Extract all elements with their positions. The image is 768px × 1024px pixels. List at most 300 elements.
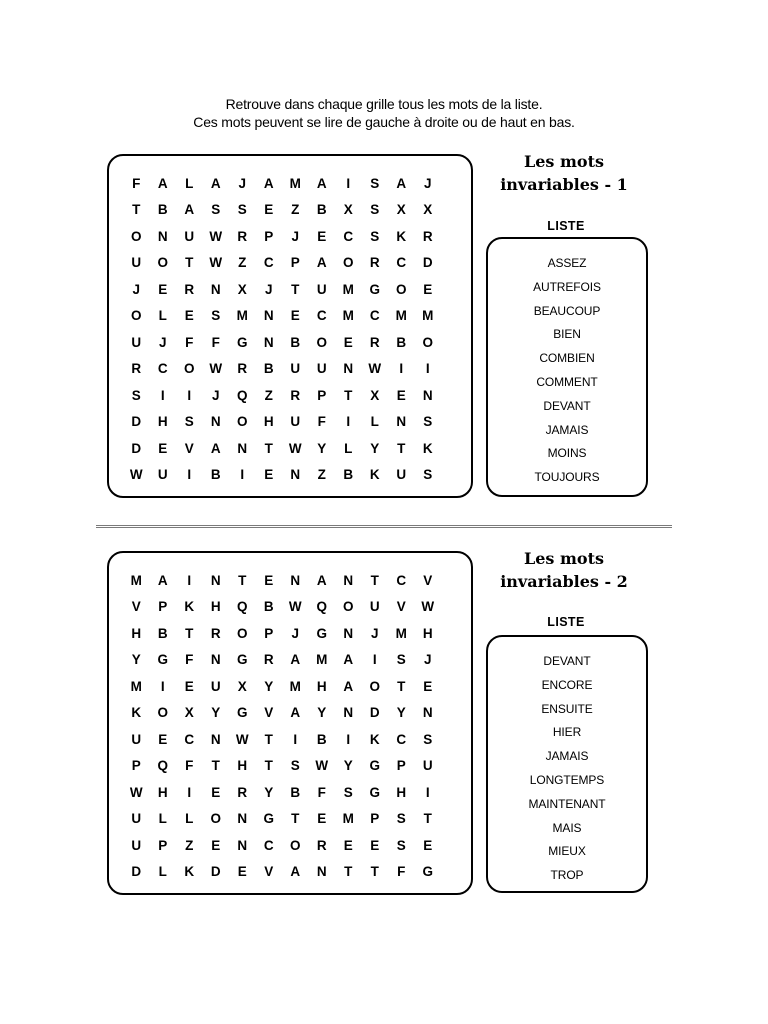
word-list-item: MOINS xyxy=(547,446,587,461)
word-list-item: ASSEZ xyxy=(547,256,587,270)
grid-letter: B xyxy=(290,334,301,350)
grid-letter: S xyxy=(396,652,406,668)
grid-letter: Q xyxy=(157,758,168,774)
grid-letter: N xyxy=(422,705,433,721)
grid-letter: A xyxy=(210,440,221,456)
grid-letter: L xyxy=(158,811,167,827)
word-list-item: MIEUX xyxy=(548,844,586,859)
grid-letter: E xyxy=(343,837,353,853)
grid-letter: P xyxy=(370,811,380,827)
grid-letter: N xyxy=(210,731,221,747)
word-search-grid-2-frame xyxy=(107,551,473,895)
word-list-item: LONGTEMPS xyxy=(529,772,605,787)
grid-letter: E xyxy=(343,334,353,350)
grid-letter: H xyxy=(396,784,407,800)
grid-letter: U xyxy=(290,414,301,430)
grid-letter: L xyxy=(185,175,194,191)
grid-letter: A xyxy=(210,175,221,191)
grid-letter: U xyxy=(157,467,168,483)
grid-letter: E xyxy=(423,837,433,853)
grid-letter: E xyxy=(158,731,168,747)
word-list-item: ENSUITE xyxy=(541,701,593,716)
grid-letter: W xyxy=(235,731,249,747)
grid-letter: S xyxy=(290,758,300,774)
grid-letter: S xyxy=(184,414,194,430)
grid-letter: N xyxy=(237,811,248,827)
grid-letter: H xyxy=(263,414,274,430)
grid-letter: G xyxy=(369,758,380,774)
grid-letter: I xyxy=(346,414,351,430)
grid-letter: I xyxy=(160,678,165,694)
grid-letter: W xyxy=(129,467,143,483)
grid-letter: J xyxy=(238,175,246,191)
grid-letter: E xyxy=(317,811,327,827)
grid-letter: K xyxy=(184,864,195,880)
grid-letter: M xyxy=(395,308,407,324)
grid-letter: U xyxy=(396,467,407,483)
grid-letter: X xyxy=(237,281,247,297)
grid-letter: N xyxy=(237,837,248,853)
grid-letter: M xyxy=(289,678,301,694)
grid-letter: U xyxy=(184,228,195,244)
grid-letter: O xyxy=(130,308,142,324)
grid-letter: G xyxy=(157,652,168,668)
grid-letter: V xyxy=(264,705,274,721)
grid-letter: B xyxy=(157,625,168,641)
section-separator xyxy=(96,525,672,528)
grid-letter: M xyxy=(130,678,142,694)
grid-letter: O xyxy=(210,811,221,827)
puzzle-1-word-list xyxy=(488,252,646,490)
grid-letter: S xyxy=(370,228,380,244)
grid-letter: O xyxy=(183,361,195,377)
grid-letter: R xyxy=(237,784,248,800)
grid-letter: R xyxy=(237,228,248,244)
grid-letter: P xyxy=(317,387,327,403)
grid-letter: K xyxy=(131,705,142,721)
grid-letter: R xyxy=(263,652,274,668)
grid-letter: N xyxy=(210,414,221,430)
grid-letter: T xyxy=(264,758,273,774)
grid-letter: L xyxy=(158,864,167,880)
grid-letter: S xyxy=(370,202,380,218)
grid-letter: O xyxy=(236,625,248,641)
grid-letter: S xyxy=(211,308,221,324)
word-list-item: JAMAIS xyxy=(545,422,589,437)
instructions-line-1: Retrouve dans chaque grille tous les mots de la liste. xyxy=(225,96,543,112)
grid-letter: C xyxy=(369,308,380,324)
grid-letter: P xyxy=(264,228,274,244)
grid-letter: J xyxy=(291,625,299,641)
grid-letter: D xyxy=(131,864,142,880)
word-list-item: BIEN xyxy=(553,327,581,342)
grid-letter: Z xyxy=(238,255,247,271)
word-search-grid-1 xyxy=(123,170,455,488)
word-list-item: TROP xyxy=(550,868,584,883)
word-list-item: COMMENT xyxy=(536,374,598,389)
grid-letter: S xyxy=(423,467,433,483)
grid-letter: Q xyxy=(236,599,248,615)
grid-letter: M xyxy=(289,175,301,191)
grid-letter: J xyxy=(132,281,140,297)
grid-letter: G xyxy=(316,625,327,641)
grid-letter: R xyxy=(131,361,142,377)
grid-letter: F xyxy=(317,784,326,800)
grid-letter: I xyxy=(187,467,192,483)
grid-letter: M xyxy=(342,281,354,297)
grid-letter: N xyxy=(263,334,274,350)
grid-letter: I xyxy=(160,387,165,403)
grid-letter: B xyxy=(263,361,274,377)
grid-letter: M xyxy=(130,572,142,588)
grid-letter: R xyxy=(290,387,301,403)
grid-letter: T xyxy=(423,811,432,827)
puzzle-2-title xyxy=(484,547,644,593)
word-list-item: DEVANT xyxy=(543,654,591,668)
grid-letter: I xyxy=(240,467,245,483)
grid-letter: V xyxy=(423,572,433,588)
grid-letter: D xyxy=(369,705,380,721)
grid-letter: U xyxy=(131,255,142,271)
puzzle-2-title-line-1: Les mots xyxy=(523,549,604,568)
grid-letter: C xyxy=(396,572,407,588)
grid-letter: X xyxy=(396,202,406,218)
grid-letter: M xyxy=(395,625,407,641)
grid-letter: H xyxy=(237,758,248,774)
grid-letter: W xyxy=(209,361,223,377)
grid-letter: I xyxy=(372,652,377,668)
grid-letter: B xyxy=(316,731,327,747)
grid-letter: C xyxy=(396,255,407,271)
word-list-item: COMBIEN xyxy=(539,351,595,366)
grid-letter: L xyxy=(158,308,167,324)
grid-letter: S xyxy=(131,387,141,403)
grid-letter: R xyxy=(369,334,380,350)
word-list-item: MAIS xyxy=(552,820,582,835)
grid-letter: O xyxy=(130,228,142,244)
grid-letter: N xyxy=(210,652,221,668)
grid-letter: S xyxy=(211,202,221,218)
grid-letter: O xyxy=(157,255,168,271)
grid-letter: S xyxy=(396,811,406,827)
grid-letter: I xyxy=(399,361,404,377)
grid-letter: R xyxy=(422,228,433,244)
grid-letter: D xyxy=(422,255,433,271)
grid-letter: N xyxy=(157,228,168,244)
word-list-item: BEAUCOUP xyxy=(533,303,601,318)
grid-letter: V xyxy=(396,599,406,615)
grid-letter: G xyxy=(369,281,380,297)
grid-letter: H xyxy=(422,625,433,641)
grid-letter: Y xyxy=(131,652,141,668)
grid-letter: M xyxy=(316,652,328,668)
grid-letter: S xyxy=(370,175,380,191)
grid-letter: J xyxy=(423,652,432,668)
grid-letter: C xyxy=(157,361,168,377)
grid-letter: Z xyxy=(185,837,194,853)
grid-letter: R xyxy=(184,281,195,297)
grid-letter: G xyxy=(422,864,433,880)
grid-letter: O xyxy=(289,837,301,853)
grid-letter: Y xyxy=(317,705,327,721)
grid-letter: A xyxy=(290,652,301,668)
grid-letter: V xyxy=(131,599,141,615)
grid-letter: F xyxy=(397,864,406,880)
grid-letter: G xyxy=(236,334,248,350)
grid-letter: X xyxy=(370,387,380,403)
grid-letter: U xyxy=(422,758,433,774)
grid-letter: E xyxy=(290,308,300,324)
grid-letter: O xyxy=(422,334,433,350)
grid-letter: M xyxy=(342,811,354,827)
grid-letter: E xyxy=(317,228,327,244)
grid-letter: T xyxy=(344,864,353,880)
grid-letter: C xyxy=(343,228,354,244)
grid-letter: T xyxy=(397,440,406,456)
grid-letter: I xyxy=(187,572,192,588)
grid-letter: J xyxy=(370,625,379,641)
puzzle-2-list-label: LISTE xyxy=(547,615,585,629)
grid-letter: X xyxy=(423,202,433,218)
grid-letter: N xyxy=(343,361,354,377)
grid-letter: Q xyxy=(316,599,327,615)
grid-letter: N xyxy=(396,414,407,430)
grid-letter: R xyxy=(237,361,248,377)
grid-letter: N xyxy=(343,705,354,721)
grid-letter: F xyxy=(185,758,194,774)
grid-letter: W xyxy=(209,255,223,271)
grid-letter: B xyxy=(263,599,274,615)
grid-letter: L xyxy=(185,811,194,827)
grid-letter: F xyxy=(185,652,194,668)
grid-letter: B xyxy=(396,334,407,350)
grid-letter: D xyxy=(210,864,221,880)
grid-letter: A xyxy=(290,864,301,880)
grid-letter: P xyxy=(264,625,274,641)
grid-letter: H xyxy=(210,599,221,615)
word-list-item: AUTREFOIS xyxy=(533,279,601,294)
word-list-item: MAINTENANT xyxy=(528,796,606,811)
grid-letter: T xyxy=(344,387,353,403)
grid-letter: A xyxy=(184,202,195,218)
grid-letter: T xyxy=(185,255,194,271)
grid-letter: H xyxy=(157,784,168,800)
grid-letter: I xyxy=(187,387,192,403)
grid-letter: Y xyxy=(264,678,274,694)
grid-letter: T xyxy=(264,731,273,747)
grid-letter: J xyxy=(158,334,167,350)
grid-letter: J xyxy=(291,228,299,244)
grid-letter: Y xyxy=(370,440,380,456)
puzzle-1-word-list-frame xyxy=(486,237,648,497)
grid-letter: N xyxy=(343,625,354,641)
grid-letter: R xyxy=(210,625,221,641)
grid-letter: N xyxy=(316,864,327,880)
grid-letter: N xyxy=(343,572,354,588)
grid-letter: Z xyxy=(264,387,273,403)
grid-letter: U xyxy=(131,811,142,827)
grid-letter: E xyxy=(264,467,274,483)
grid-letter: Y xyxy=(317,440,327,456)
puzzle-2-word-list xyxy=(488,650,646,888)
grid-letter: B xyxy=(316,202,327,218)
grid-letter: S xyxy=(237,202,247,218)
word-list-item: TOUJOURS xyxy=(534,470,600,485)
grid-letter: K xyxy=(369,467,380,483)
grid-letter: L xyxy=(344,440,353,456)
grid-letter: C xyxy=(396,731,407,747)
grid-letter: H xyxy=(131,625,142,641)
word-list-item: ENCORE xyxy=(541,677,593,692)
grid-letter: G xyxy=(263,811,274,827)
word-search-grid-2 xyxy=(123,567,455,885)
word-list-item: HIER xyxy=(552,725,582,740)
grid-letter: T xyxy=(370,864,379,880)
puzzle-1-title-line-2: invariables - 1 xyxy=(500,175,628,194)
grid-letter: G xyxy=(369,784,380,800)
puzzle-1-list-label: LISTE xyxy=(547,219,585,233)
grid-letter: X xyxy=(184,705,194,721)
word-search-grid-1-frame xyxy=(107,154,473,498)
grid-letter: W xyxy=(421,599,435,615)
grid-letter: A xyxy=(343,652,354,668)
grid-letter: Y xyxy=(396,705,406,721)
grid-letter: T xyxy=(370,572,379,588)
grid-letter: E xyxy=(237,864,247,880)
grid-letter: I xyxy=(425,361,430,377)
grid-letter: O xyxy=(236,414,248,430)
instructions-line-2: Ces mots peuvent se lire de gauche à droite ou de haut en bas. xyxy=(193,114,575,130)
grid-letter: P xyxy=(158,837,168,853)
grid-letter: S xyxy=(396,837,406,853)
grid-letter: I xyxy=(346,175,351,191)
grid-letter: P xyxy=(290,255,300,271)
grid-letter: N xyxy=(263,308,274,324)
grid-letter: C xyxy=(184,731,195,747)
puzzle-2-word-list-frame xyxy=(486,635,648,893)
grid-letter: T xyxy=(291,811,300,827)
grid-letter: J xyxy=(423,175,432,191)
grid-letter: I xyxy=(346,731,351,747)
grid-letter: Z xyxy=(291,202,300,218)
grid-letter: U xyxy=(131,837,142,853)
grid-letter: Y xyxy=(343,758,353,774)
grid-letter: X xyxy=(343,202,353,218)
grid-letter: N xyxy=(422,387,433,403)
grid-letter: H xyxy=(157,414,168,430)
grid-letter: E xyxy=(423,281,433,297)
grid-letter: E xyxy=(184,308,194,324)
grid-letter: K xyxy=(396,228,407,244)
grid-letter: T xyxy=(238,572,247,588)
grid-letter: E xyxy=(370,837,380,853)
grid-letter: O xyxy=(316,334,327,350)
grid-letter: O xyxy=(342,255,354,271)
grid-letter: T xyxy=(185,625,194,641)
grid-letter: E xyxy=(264,572,274,588)
grid-letter: U xyxy=(210,678,221,694)
grid-letter: E xyxy=(211,837,221,853)
grid-letter: T xyxy=(211,758,220,774)
grid-letter: N xyxy=(210,572,221,588)
grid-letter: S xyxy=(423,731,433,747)
grid-letter: A xyxy=(396,175,407,191)
grid-letter: Y xyxy=(211,705,221,721)
grid-letter: E xyxy=(158,440,168,456)
grid-letter: T xyxy=(397,678,406,694)
puzzle-2-title-line-2: invariables - 2 xyxy=(500,572,628,591)
grid-letter: F xyxy=(211,334,220,350)
grid-letter: E xyxy=(264,202,274,218)
grid-letter: E xyxy=(211,784,221,800)
grid-letter: P xyxy=(158,599,168,615)
grid-letter: P xyxy=(131,758,141,774)
grid-letter: U xyxy=(131,334,142,350)
grid-letter: U xyxy=(316,281,327,297)
grid-letter: T xyxy=(291,281,300,297)
grid-letter: A xyxy=(316,175,327,191)
grid-letter: A xyxy=(157,572,168,588)
grid-letter: W xyxy=(315,758,329,774)
grid-letter: N xyxy=(210,281,221,297)
puzzle-1-title-line-1: Les mots xyxy=(523,152,604,171)
grid-letter: A xyxy=(263,175,274,191)
grid-letter: I xyxy=(293,731,298,747)
grid-letter: M xyxy=(342,308,354,324)
grid-letter: F xyxy=(132,175,141,191)
grid-letter: O xyxy=(342,599,354,615)
grid-letter: J xyxy=(211,387,220,403)
grid-letter: Z xyxy=(317,467,326,483)
grid-letter: E xyxy=(184,678,194,694)
puzzle-1-title xyxy=(484,150,644,196)
grid-letter: W xyxy=(209,228,223,244)
grid-letter: E xyxy=(423,678,433,694)
grid-letter: T xyxy=(264,440,273,456)
grid-letter: L xyxy=(370,414,379,430)
grid-letter: K xyxy=(369,731,380,747)
grid-letter: G xyxy=(236,705,248,721)
grid-letter: A xyxy=(316,255,327,271)
word-list-item: DEVANT xyxy=(543,398,591,413)
grid-letter: A xyxy=(290,705,301,721)
grid-letter: K xyxy=(184,599,195,615)
grid-letter: O xyxy=(395,281,407,297)
grid-letter: O xyxy=(369,678,380,694)
grid-letter: U xyxy=(290,361,301,377)
grid-letter: V xyxy=(184,440,194,456)
grid-letter: I xyxy=(425,784,430,800)
grid-letter: B xyxy=(210,467,221,483)
grid-letter: H xyxy=(316,678,327,694)
word-list-item: JAMAIS xyxy=(545,749,589,764)
grid-letter: W xyxy=(129,784,143,800)
grid-letter: R xyxy=(316,837,327,853)
grid-letter: F xyxy=(317,414,326,430)
grid-letter: U xyxy=(131,731,142,747)
grid-letter: B xyxy=(157,202,168,218)
grid-letter: E xyxy=(158,281,168,297)
grid-letter: B xyxy=(343,467,354,483)
grid-letter: C xyxy=(263,255,274,271)
grid-letter: U xyxy=(316,361,327,377)
grid-letter: R xyxy=(369,255,380,271)
grid-letter: D xyxy=(131,414,142,430)
grid-letter: U xyxy=(369,599,380,615)
grid-letter: X xyxy=(237,678,247,694)
grid-letter: A xyxy=(316,572,327,588)
grid-letter: A xyxy=(343,678,354,694)
